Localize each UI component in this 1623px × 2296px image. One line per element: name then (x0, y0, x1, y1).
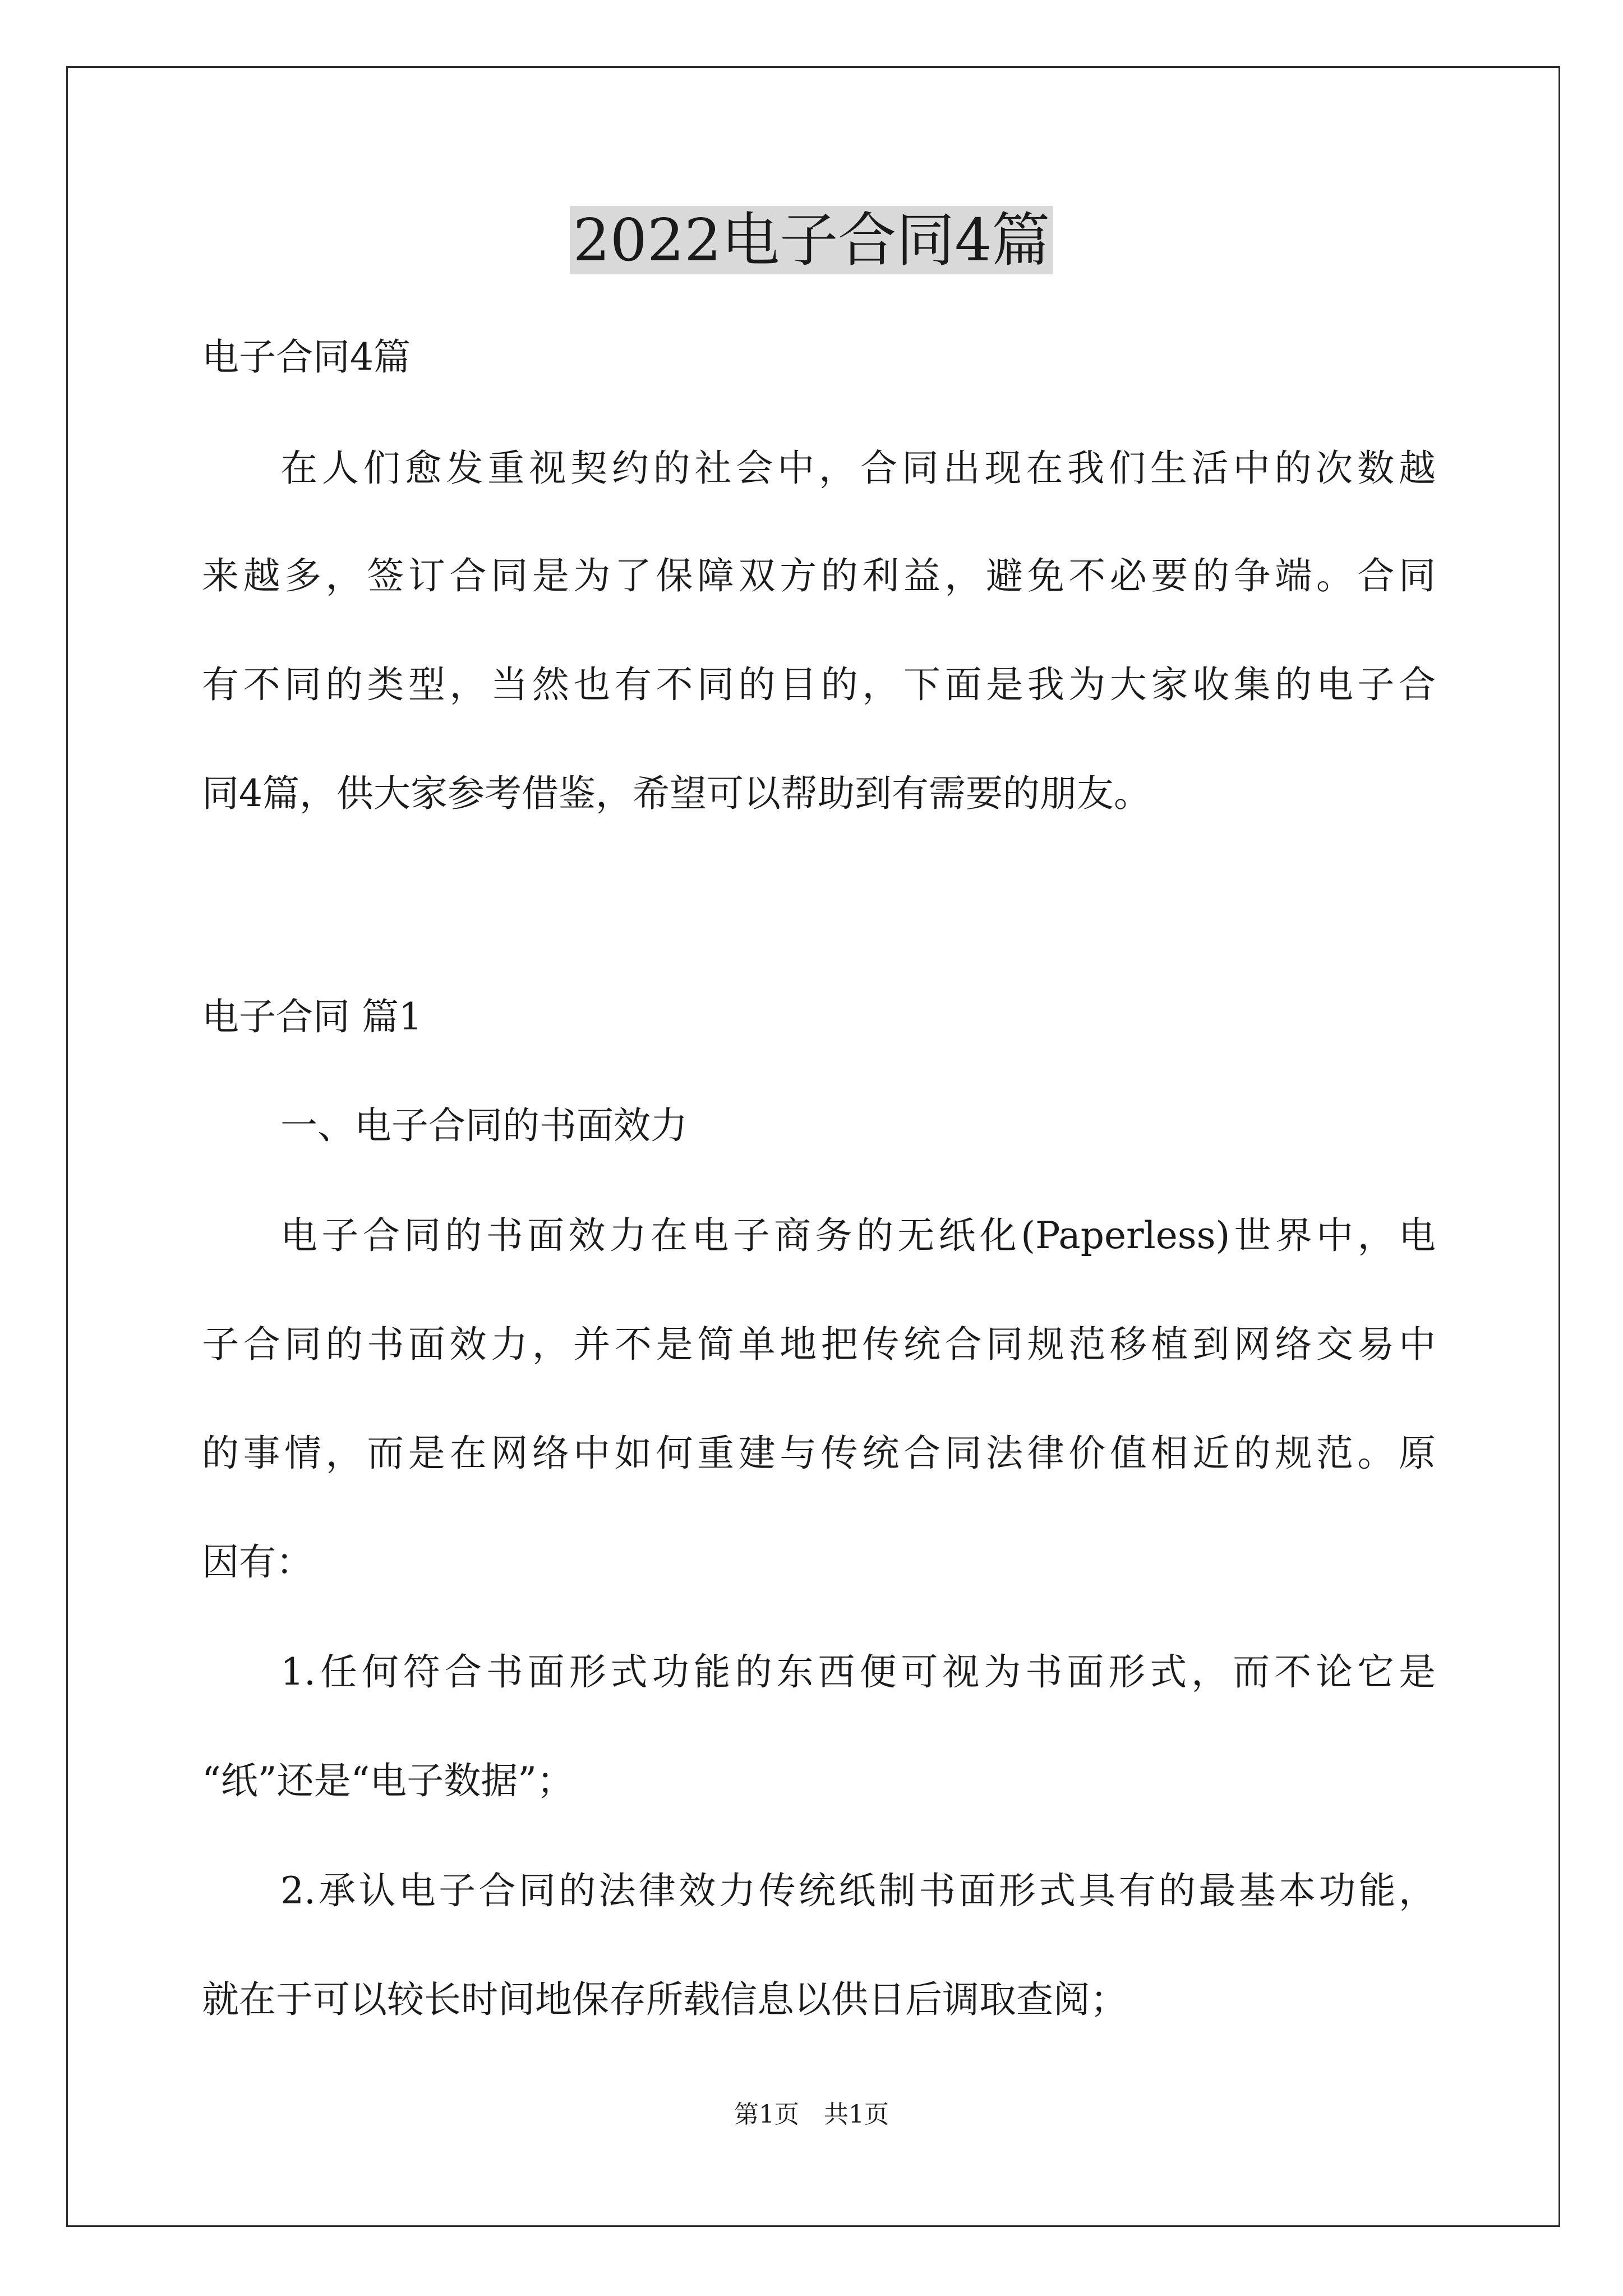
body-line-para1-2: 子合同的书面效力，并不是简单地把传统合同规范移植到网络交易中 (202, 1323, 1436, 1366)
page-footer: 第1页 共1页 (734, 2100, 889, 2129)
document-title: 2022电子合同4篇 (0, 201, 1623, 279)
body-line-intro-1: 在人们愈发重视契约的社会中，合同出现在我们生活中的次数越 (280, 447, 1436, 490)
list-item-2-line-2: 就在于可以较长时间地保存所载信息以供日后调取查阅； (202, 1978, 1127, 2021)
list-item-2-line-1: 2.承认电子合同的法律效力传统纸制书面形式具有的最基本功能， (280, 1869, 1436, 1912)
body-line-para1-3: 的事情，而是在网络中如何重建与传统合同法律价值相近的规范。原 (202, 1432, 1436, 1475)
body-line-para1-4: 因有： (202, 1540, 313, 1584)
body-line-intro-2: 来越多，签订合同是为了保障双方的利益，避免不必要的争端。合同 (202, 554, 1436, 597)
list-item-1-line-1: 1.任何符合书面形式功能的东西便可视为书面形式，而不论它是 (280, 1650, 1436, 1694)
body-line-para1-1: 电子合同的书面效力在电子商务的无纸化(Paperless)世界中，电 (280, 1214, 1436, 1257)
body-line-intro-4: 同4篇，供大家参考借鉴，希望可以帮助到有需要的朋友。 (202, 772, 1151, 815)
section-heading-1: 电子合同 篇1 (202, 995, 422, 1038)
list-item-1-line-2: “纸”还是“电子数据”； (202, 1759, 574, 1802)
subheading-written-effect: 一、电子合同的书面效力 (280, 1104, 688, 1147)
body-line-intro-3: 有不同的类型，当然也有不同的目的，下面是我为大家收集的电子合 (202, 663, 1436, 706)
body-line-subtitle: 电子合同4篇 (202, 335, 411, 379)
